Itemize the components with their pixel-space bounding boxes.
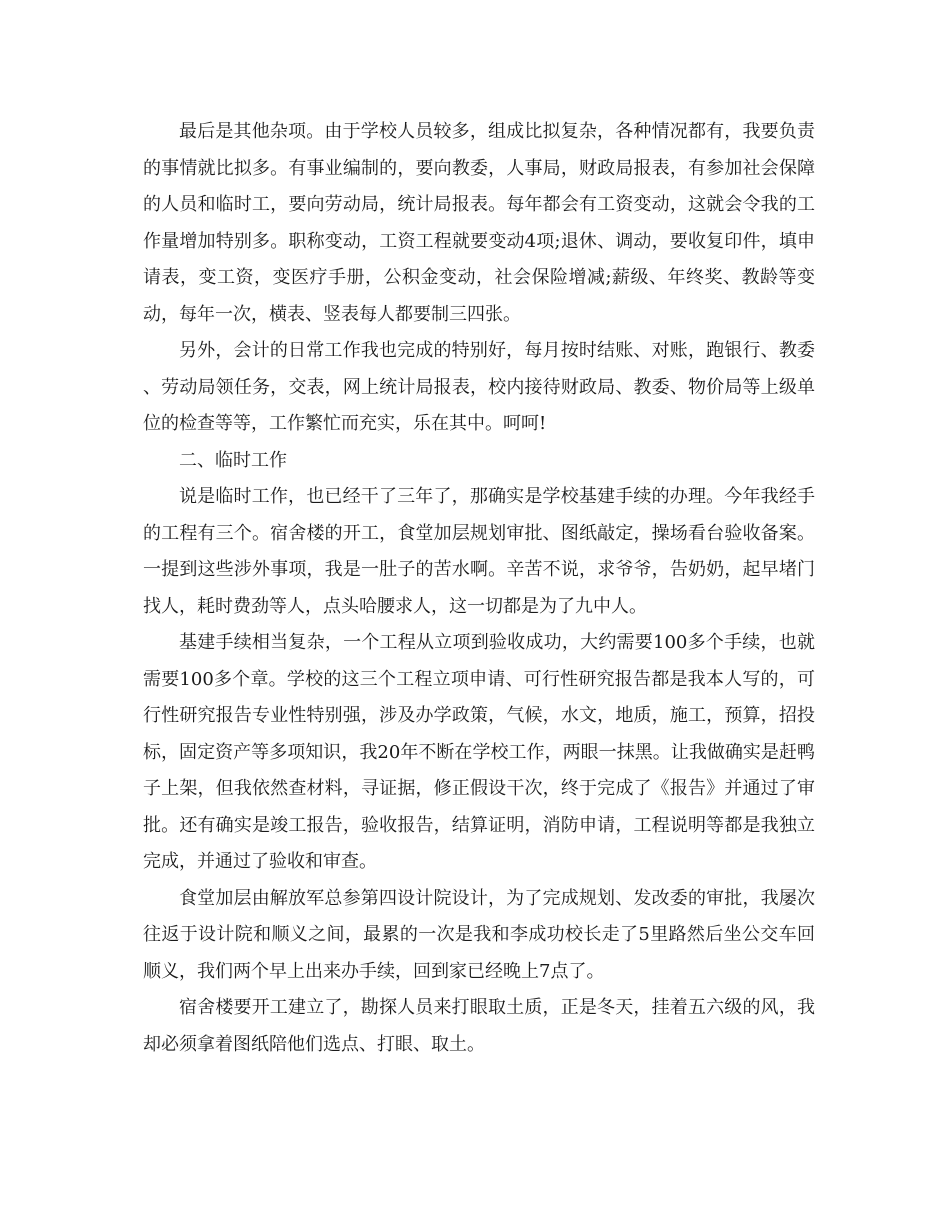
paragraph-construction-procedures: 基建手续相当复杂，一个工程从立项到验收成功，大约需要100多个手续，也就需要100多个章。学校的这三个工程立项申请、可行性研究报告都是我本人写的，可行性研究报告专业性特别强，涉及办学政策，气候，水文，地质，施工，预算，招投标，固定资产等多项知识，我20年不断在学校工作，两眼一抹黑。让我做确实是赶鸭子上架，但我依然查材料，寻证据，修正假设干次，终于完成了《报告》并通过了审批。还有确实是竣工报告，验收报告，结算证明，消防申请，工程说明等都是我独立完成，并通过了验收和审查。 <box>143 632 815 872</box>
paragraph-misc-tasks: 最后是其他杂项。由于学校人员较多，组成比拟复杂，各种情况都有，我要负责的事情就比拟多。有事业编制的，要向教委，人事局，财政局报表，有参加社会保障的人员和临时工，要向劳动局，统计局报表。每年都会有工资变动，这就会令我的工作量增加特别多。职称变动，工资工程就要变动4项;退休、调动，要收复印件，填申请表，变工资，变医疗手册，公积金变动，社会保险增减;薪级、年终奖、教龄等变动，每年一次，横表、竖表每人都要制三四张。 <box>143 121 815 325</box>
paragraph-temporary-work: 说是临时工作，也已经干了三年了，那确实是学校基建手续的办理。今年我经手的工程有三个。宿舍楼的开工，食堂加层规划审批、图纸敲定，操场看台验收备案。一提到这些涉外事项，我是一肚子的苦水啊。辛苦不说，求爷爷，告奶奶，起早堵门找人，耗时费劲等人，点头哈腰求人，这一切都是为了九中人。 <box>143 486 815 617</box>
paragraph-accounting-work: 另外，会计的日常工作我也完成的特别好，每月按时结账、对账，跑银行、教委、劳动局领任务，交表，网上统计局报表，校内接待财政局、教委、物价局等上级单位的检查等等，工作繁忙而充实，乐在其中。呵呵! <box>143 340 815 434</box>
paragraph-canteen-extension: 食堂加层由解放军总参第四设计院设计，为了完成规划、发改委的审批，我屡次往返于设计院和顺义之间，最累的一次是我和李成功校长走了5里路然后坐公交车回顺义，我们两个早上出来办手续，回到家已经晚上7点了。 <box>143 887 815 982</box>
document-body <box>143 114 815 1063</box>
section-heading-temporary-work: 二、临时工作 <box>179 449 287 471</box>
paragraph-dormitory-construction: 宿舍楼要开工建立了，勘探人员来打眼取土质，正是冬天，挂着五六级的风，我却必须拿着图纸陪他们选点、打眼、取土。 <box>143 997 815 1055</box>
